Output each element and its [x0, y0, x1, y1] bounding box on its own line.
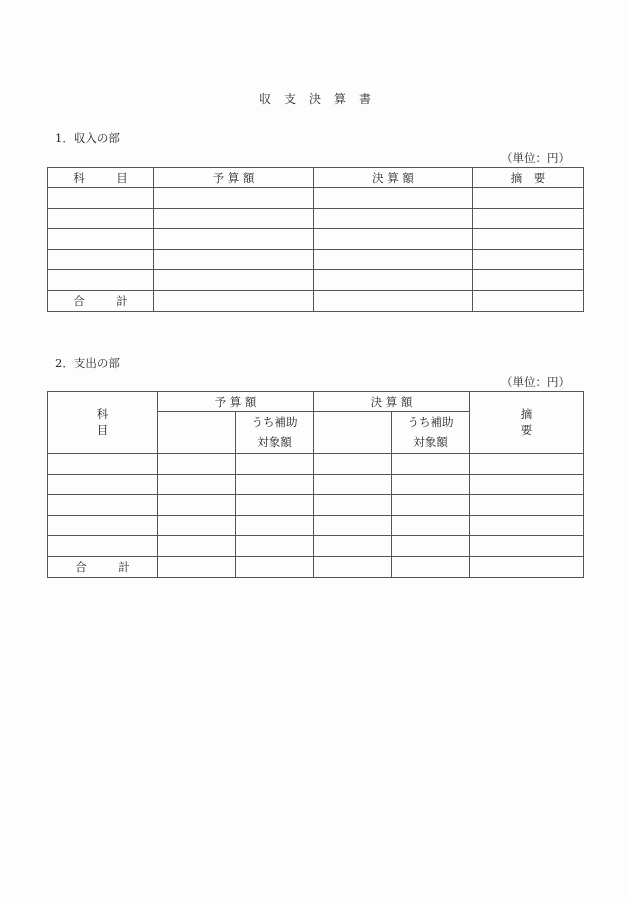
expense-cell-item[interactable]: [48, 453, 158, 474]
income-cell-budget[interactable]: [154, 229, 314, 250]
income-row: [48, 209, 584, 229]
expense-header-settlement-blank: [314, 412, 392, 454]
expense-header-settlement: 決 算 額: [314, 392, 470, 412]
income-cell-budget[interactable]: [154, 209, 314, 229]
expense-header-settlement-subsidy-line1: うち補助: [392, 412, 470, 433]
expense-row: [48, 494, 584, 515]
income-cell-item[interactable]: [48, 250, 154, 270]
expense-cell-remarks[interactable]: [470, 494, 584, 515]
expense-cell-settlement-subsidy[interactable]: [392, 494, 470, 515]
expense-cell-remarks[interactable]: [470, 515, 584, 535]
expense-header-row-1: [48, 392, 584, 412]
income-total-settlement[interactable]: [314, 291, 473, 312]
expense-row: [48, 515, 584, 535]
income-cell-item[interactable]: [48, 229, 154, 250]
expense-total-budget-subsidy[interactable]: [236, 556, 314, 577]
expense-header-item: 科 目: [48, 392, 158, 454]
expense-cell-settlement-subsidy[interactable]: [392, 535, 470, 556]
income-cell-remarks[interactable]: [473, 229, 584, 250]
income-cell-budget[interactable]: [154, 188, 314, 209]
expense-unit-label: （単位：円）: [501, 375, 570, 389]
income-cell-remarks[interactable]: [473, 270, 584, 291]
income-cell-settlement[interactable]: [314, 270, 473, 291]
expense-row: [48, 453, 584, 474]
expense-total-row: [48, 556, 584, 577]
expense-cell-remarks[interactable]: [470, 453, 584, 474]
income-section-label: 1．収入の部: [55, 131, 120, 145]
expense-header-remarks: 摘 要: [470, 392, 584, 454]
expense-cell-remarks[interactable]: [470, 535, 584, 556]
income-total-label: 合 計: [48, 291, 154, 312]
expense-cell-budget[interactable]: [158, 535, 236, 556]
expense-header-budget: 予 算 額: [158, 392, 314, 412]
income-table: [47, 167, 584, 312]
expense-total-label: 合 計: [48, 556, 158, 577]
income-cell-remarks[interactable]: [473, 250, 584, 270]
expense-cell-budget[interactable]: [158, 494, 236, 515]
income-cell-budget[interactable]: [154, 250, 314, 270]
income-header-remarks: 摘 要: [473, 168, 584, 188]
expense-cell-settlement-subsidy[interactable]: [392, 515, 470, 535]
income-cell-settlement[interactable]: [314, 250, 473, 270]
income-total-budget[interactable]: [154, 291, 314, 312]
expense-header-budget-subsidy-line2: 対象額: [236, 432, 314, 453]
income-header-row: [48, 168, 584, 188]
expense-cell-settlement-subsidy[interactable]: [392, 453, 470, 474]
expense-cell-remarks[interactable]: [470, 474, 584, 494]
expense-table: [47, 391, 596, 578]
expense-row: [48, 474, 584, 494]
income-row: [48, 229, 584, 250]
expense-header-settlement-subsidy-line2: 対象額: [392, 432, 470, 453]
income-cell-item[interactable]: [48, 209, 154, 229]
expense-cell-budget[interactable]: [158, 453, 236, 474]
income-cell-item[interactable]: [48, 188, 154, 209]
expense-cell-budget-subsidy[interactable]: [236, 453, 314, 474]
income-row: [48, 250, 584, 270]
income-header-item: 科 目: [48, 168, 154, 188]
income-cell-settlement[interactable]: [314, 188, 473, 209]
income-header-budget: 予 算 額: [154, 168, 314, 188]
expense-cell-settlement[interactable]: [314, 474, 392, 494]
expense-cell-budget-subsidy[interactable]: [236, 535, 314, 556]
document-title: 収支決算書: [258, 92, 384, 106]
income-total-remarks[interactable]: [473, 291, 584, 312]
expense-section-label: 2．支出の部: [55, 356, 120, 370]
expense-total-budget[interactable]: [158, 556, 236, 577]
expense-cell-budget-subsidy[interactable]: [236, 474, 314, 494]
expense-cell-item[interactable]: [48, 515, 158, 535]
income-cell-settlement[interactable]: [314, 209, 473, 229]
expense-cell-settlement[interactable]: [314, 494, 392, 515]
income-cell-remarks[interactable]: [473, 188, 584, 209]
expense-cell-budget-subsidy[interactable]: [236, 494, 314, 515]
expense-cell-settlement-subsidy[interactable]: [392, 474, 470, 494]
income-cell-item[interactable]: [48, 270, 154, 291]
income-header-settlement: 決 算 額: [314, 168, 473, 188]
expense-total-settlement-subsidy[interactable]: [392, 556, 470, 577]
expense-cell-budget-subsidy[interactable]: [236, 515, 314, 535]
expense-cell-item[interactable]: [48, 535, 158, 556]
income-row: [48, 270, 584, 291]
expense-cell-budget[interactable]: [158, 515, 236, 535]
income-unit-label: （単位：円）: [501, 151, 570, 165]
expense-cell-item[interactable]: [48, 494, 158, 515]
expense-cell-settlement[interactable]: [314, 535, 392, 556]
income-cell-remarks[interactable]: [473, 209, 584, 229]
income-cell-budget[interactable]: [154, 270, 314, 291]
expense-cell-settlement[interactable]: [314, 453, 392, 474]
income-total-row: [48, 291, 584, 312]
expense-total-remarks[interactable]: [470, 556, 584, 577]
expense-total-settlement[interactable]: [314, 556, 392, 577]
expense-row: [48, 535, 584, 556]
income-cell-settlement[interactable]: [314, 229, 473, 250]
expense-header-budget-subsidy-line1: うち補助: [236, 412, 314, 433]
expense-cell-item[interactable]: [48, 474, 158, 494]
expense-cell-budget[interactable]: [158, 474, 236, 494]
income-row: [48, 188, 584, 209]
expense-cell-settlement[interactable]: [314, 515, 392, 535]
